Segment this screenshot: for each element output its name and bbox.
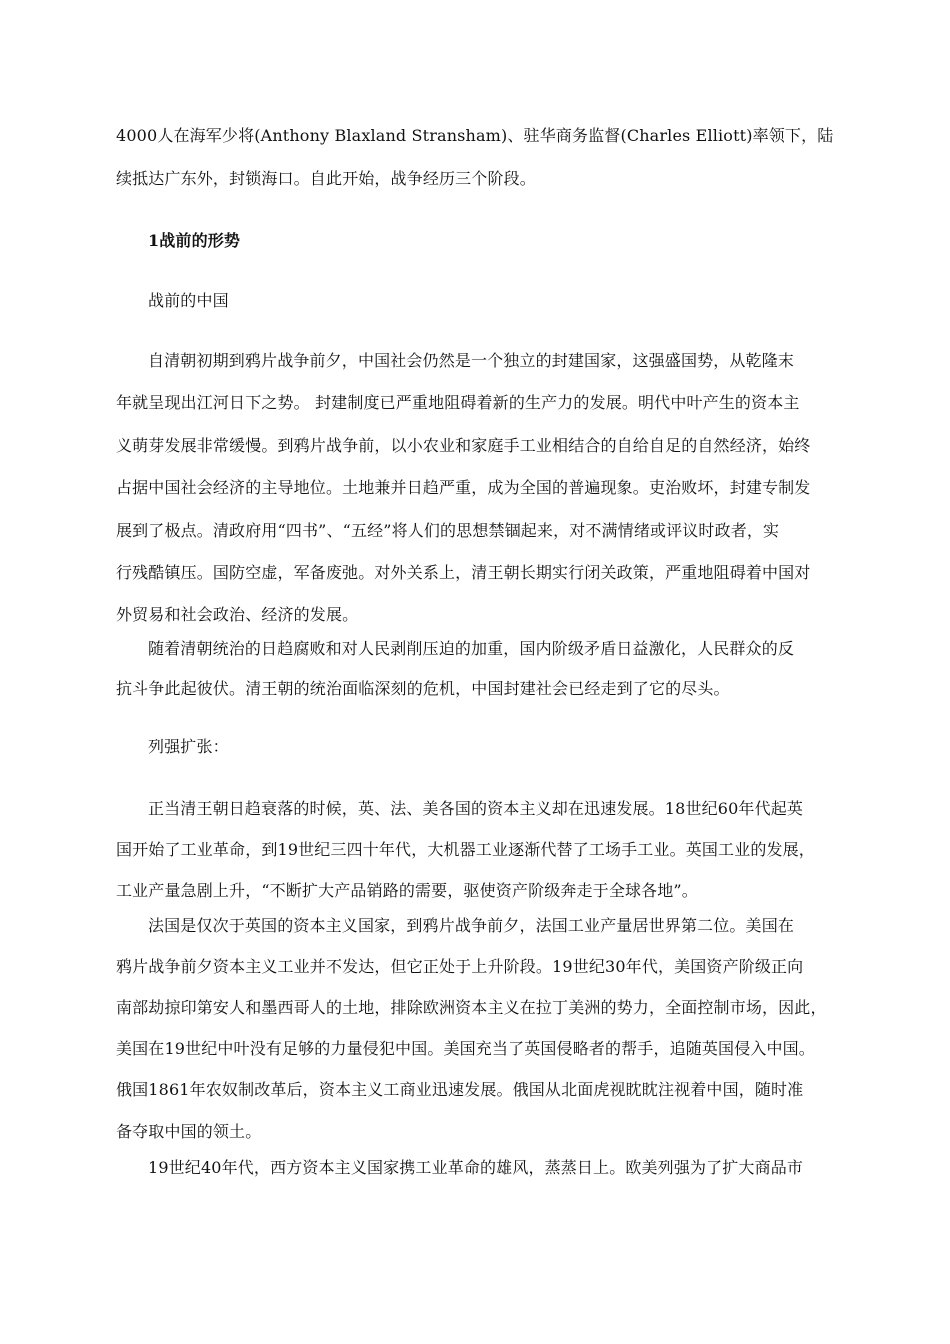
text-line: 法国是仅次于英国的资本主义国家，到鸦片战争前夕，法国工业产量居世界第二位。美国在 [148, 916, 795, 935]
subsection-heading: 战前的中国 [148, 291, 229, 310]
text-line: 俄国1861年农奴制改革后，资本主义工商业迅速发展。俄国从北面虎视眈眈注视着中国，随时准 [116, 1080, 804, 1099]
text-line: 正当清王朝日趋衰落的时候，英、法、美各国的资本主义却在迅速发展。18世纪60年代起英 [148, 799, 804, 818]
text-line: 4000人在海军少将(Anthony Blaxland Stransham)、驻华商务监督(Charles Elliott)率领下，陆 [116, 126, 834, 145]
text-line: 展到了极点。清政府用“四书”、“五经”将人们的思想禁锢起来，对不满情绪或评议时政者，实 [116, 521, 780, 540]
text-line: 随着清朝统治的日趋腐败和对人民剥削压迫的加重，国内阶级矛盾日益激化，人民群众的反 [148, 639, 795, 658]
text-line: 鸦片战争前夕资本主义工业并不发达，但它正处于上升阶段。19世纪30年代，美国资产阶级正向 [116, 957, 804, 976]
subsection-heading: 列强扩张： [148, 737, 229, 756]
text-line: 19世纪40年代，西方资本主义国家携工业革命的雄风，蒸蒸日上。欧美列强为了扩大商品市 [148, 1158, 804, 1177]
text-line: 工业产量急剧上升，“不断扩大产品销路的需要，驱使资产阶级奔走于全球各地”。 [116, 881, 698, 900]
text-line: 义萌芽发展非常缓慢。到鸦片战争前，以小农业和家庭手工业相结合的自给自足的自然经济，始终 [116, 436, 811, 455]
text-line: 抗斗争此起彼伏。清王朝的统治面临深刻的危机，中国封建社会已经走到了它的尽头。 [116, 679, 730, 698]
text-line: 外贸易和社会政治、经济的发展。 [116, 605, 359, 624]
text-line: 国开始了工业革命，到19世纪三四十年代，大机器工业逐渐代替了工场手工业。英国工业的发展， [116, 840, 815, 859]
section-heading: 1战前的形势 [148, 231, 241, 250]
text-line: 占据中国社会经济的主导地位。土地兼并日趋严重，成为全国的普遍现象。吏治败坏，封建专制发 [116, 478, 811, 497]
text-line: 自清朝初期到鸦片战争前夕，中国社会仍然是一个独立的封建国家，这强盛国势，从乾隆末 [148, 351, 795, 370]
text-line: 美国在19世纪中叶没有足够的力量侵犯中国。美国充当了英国侵略者的帮手，追随英国侵入中国。 [116, 1039, 815, 1058]
text-line: 年就呈现出江河日下之势。 封建制度已严重地阻碍着新的生产力的发展。明代中叶产生的资本主 [116, 393, 800, 412]
text-line: 行残酷镇压。国防空虚，军备废弛。对外关系上，清王朝长期实行闭关政策，严重地阻碍着中国对 [116, 563, 811, 582]
text-line: 续抵达广东外，封锁海口。自此开始，战争经历三个阶段。 [116, 169, 536, 188]
text-line: 南部劫掠印第安人和墨西哥人的土地，排除欧洲资本主义在拉丁美洲的势力，全面控制市场，因此， [116, 998, 827, 1017]
text-line: 备夺取中国的领土。 [116, 1122, 262, 1141]
